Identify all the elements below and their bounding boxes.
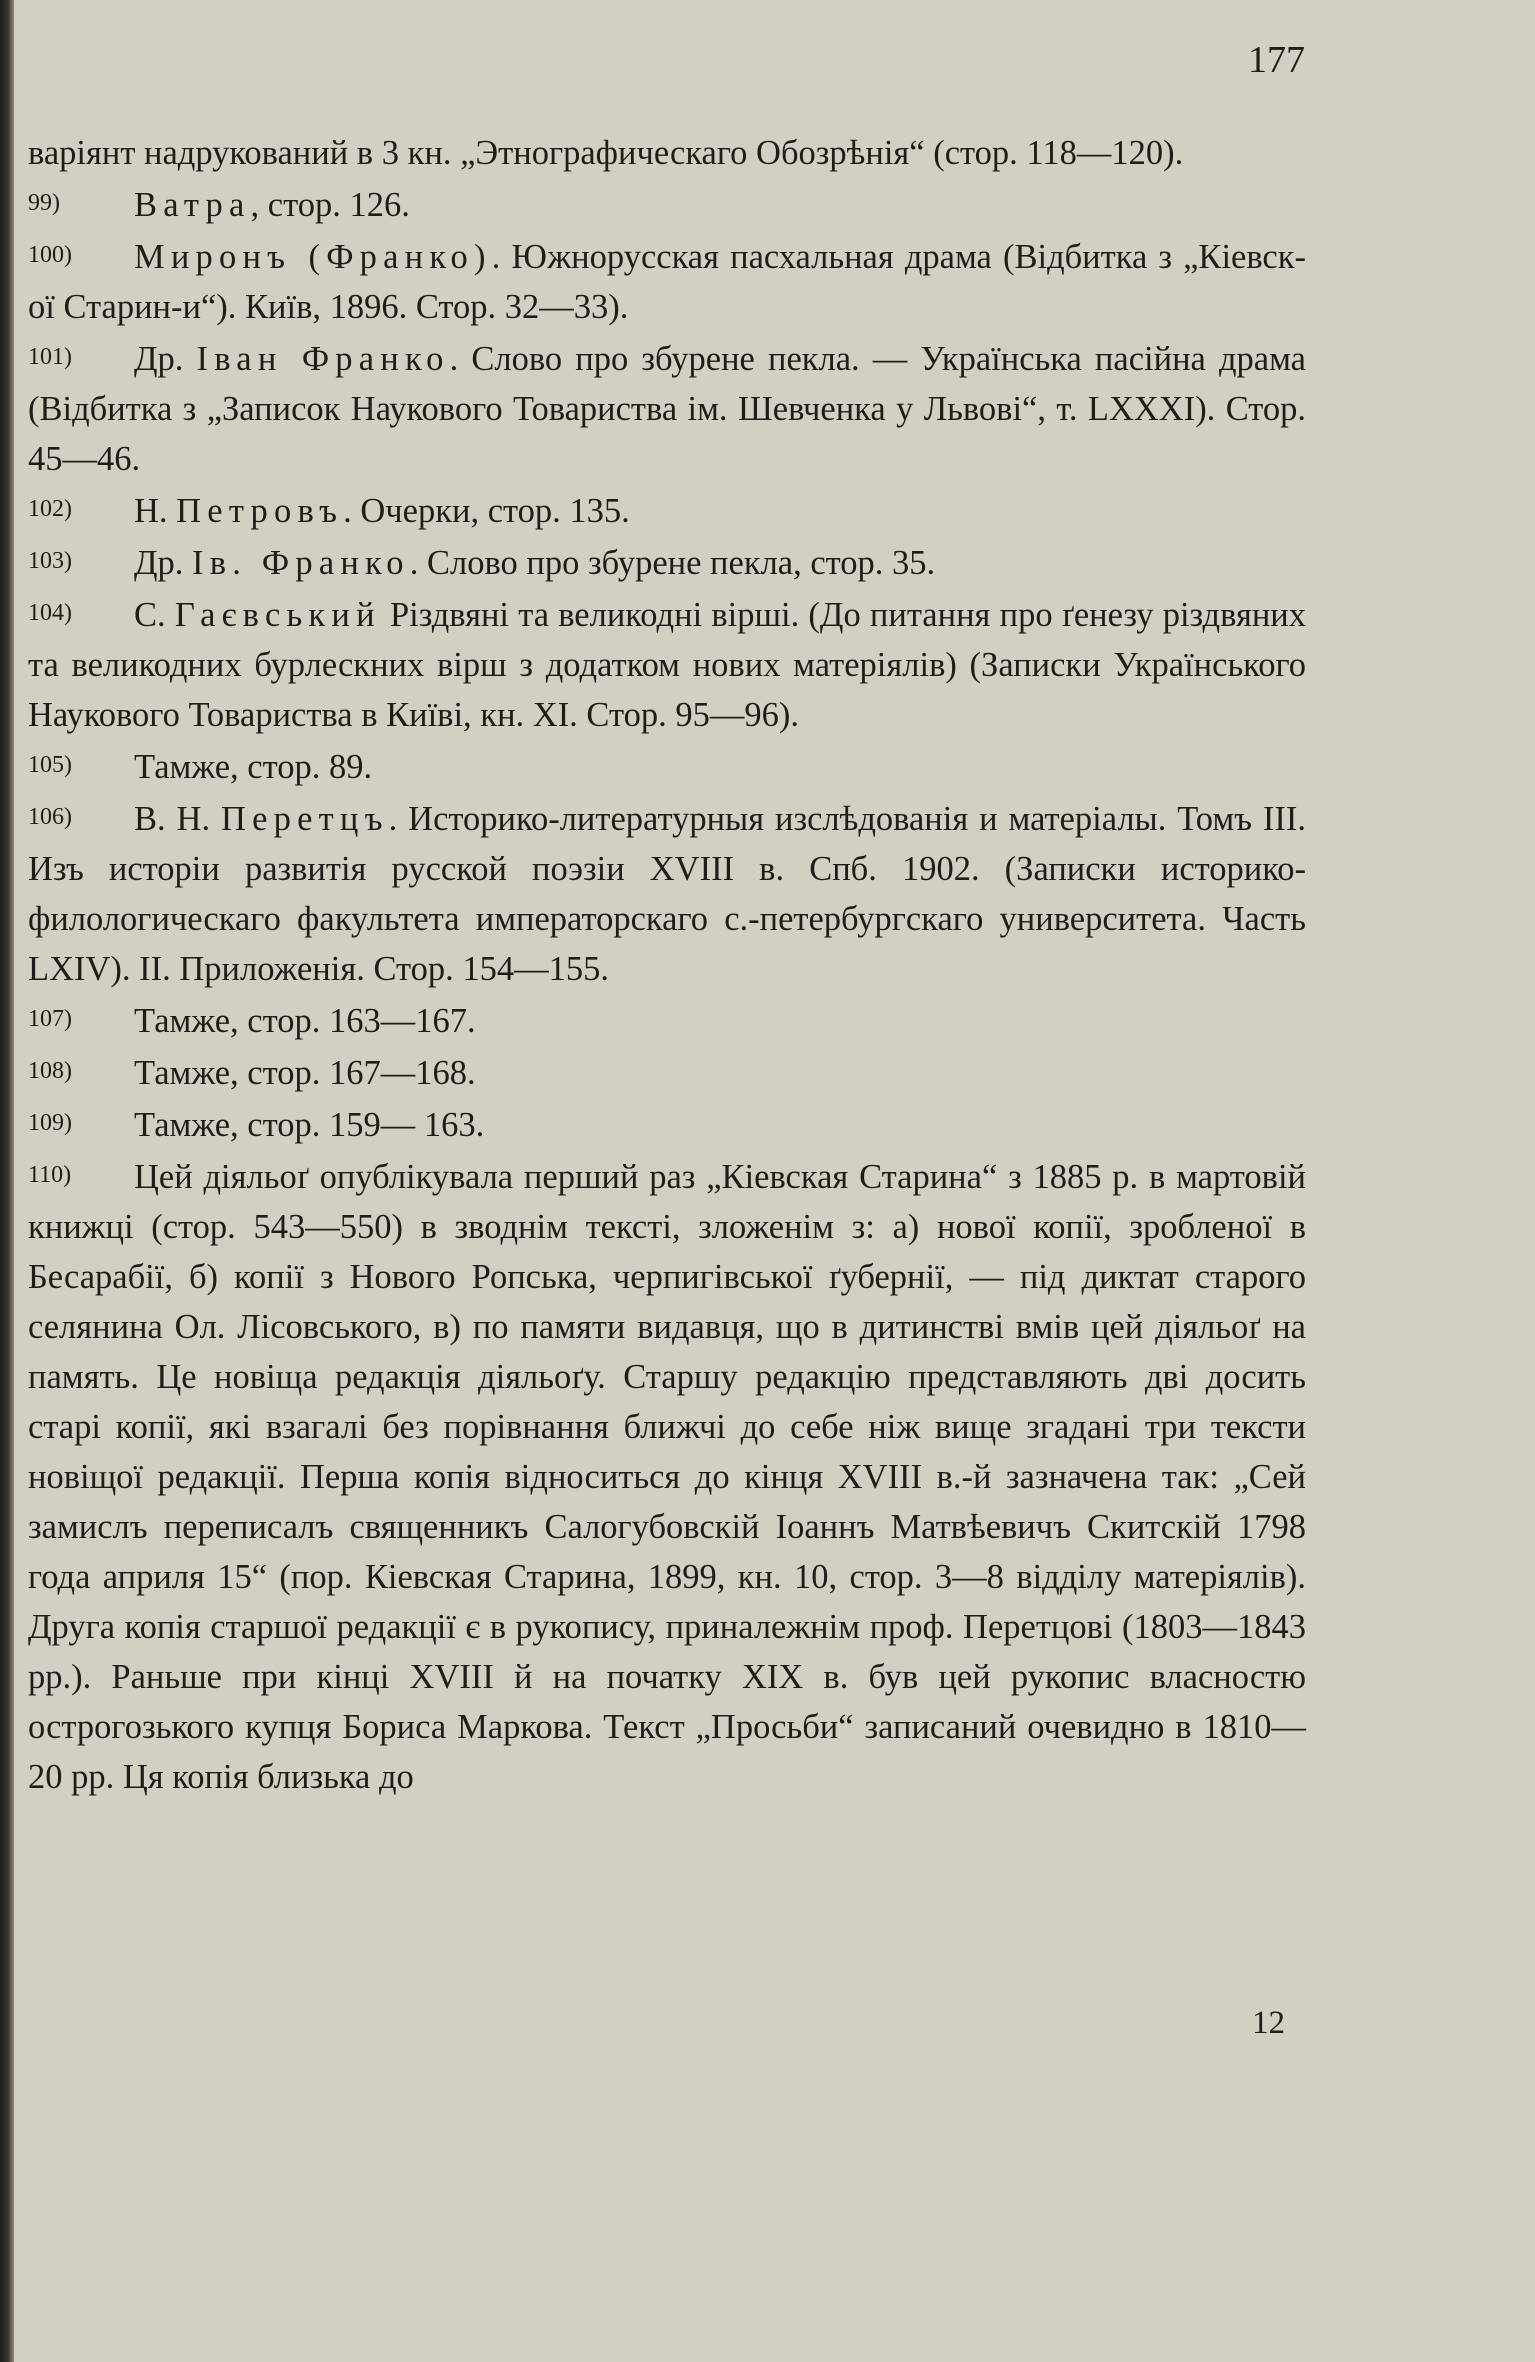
footnote-text: . Южнорусская пасхальная драма (Відбитка з „Кіевск-ої Старин-и“). Київ, 1896. Стор. 32—33). — [28, 238, 1306, 326]
footnote-number: 101) — [28, 344, 72, 370]
book-spine-shadow — [0, 0, 14, 2362]
footnote-prefix: Др. — [134, 340, 197, 378]
signature-mark: 12 — [1252, 2005, 1285, 2041]
footnote-author: Миронъ (Франко) — [134, 238, 492, 276]
footnote-text: , стор. 126. — [250, 186, 410, 224]
footnote-prefix: Др. — [134, 544, 193, 582]
footnote-103 — [28, 536, 1306, 588]
footnote-text: Тамже, стор. 159— 163. — [134, 1106, 485, 1144]
footnote-number: 105) — [28, 752, 72, 778]
footnote-author: Петровъ — [176, 492, 344, 530]
footnote-109 — [28, 1098, 1306, 1150]
footnote-100 — [28, 230, 1306, 332]
footnote-text: Різдвяні та великодні вірші. (До питання про ґенезу різдвяних та великодних бурлескних вірш з додатком нових матеріялів) (Записки Українського Наукового Товариства в Київі, кн. XI. Стор. 95—96). — [28, 596, 1306, 734]
footnote-number: 106) — [28, 804, 72, 830]
footnote-102 — [28, 484, 1306, 536]
footnote-number: 108) — [28, 1058, 72, 1084]
footnote-number: 104) — [28, 600, 72, 626]
footnote-author: Перетцъ — [220, 800, 389, 838]
continuation-paragraph: варіянт надрукований в 3 кн. „Этнографическаго Обозрѣнія“ (стор. 118—120). — [28, 134, 1184, 172]
footnote-text: Тамже, стор. 89. — [134, 748, 373, 786]
footnote-107 — [28, 994, 1306, 1046]
footnote-number: 103) — [28, 548, 72, 574]
footnote-prefix: В. Н. — [134, 800, 221, 838]
footnote-108 — [28, 1046, 1306, 1098]
footnote-prefix: С. — [134, 596, 175, 634]
footnote-text: . Историко-литературныя изслѣдованія и матеріалы. Томъ III. Изъ исторіи развитія русской поэзіи XVIII в. Спб. 1902. (Записки историко-филологическаго факультета императорскаго с.-петербургскаго университета. Часть LXIV). II. Приложенія. Стор. 154—155. — [28, 800, 1306, 988]
footnote-text: Тамже, стор. 167—168. — [134, 1054, 476, 1092]
page-number: 177 — [1248, 39, 1305, 81]
footnote-number: 102) — [28, 496, 72, 522]
footnote-author: Іван Франко — [196, 340, 450, 378]
footnote-prefix: Н. — [134, 492, 177, 530]
footnote-number: 99) — [28, 190, 60, 216]
footnote-author: Ватра — [134, 186, 251, 224]
footnote-101 — [28, 332, 1306, 484]
footnote-number: 100) — [28, 242, 72, 268]
footnote-105 — [28, 740, 1306, 792]
footnote-104 — [28, 588, 1306, 740]
footnote-author: Ів. Франко — [192, 544, 410, 582]
footnote-text: Цей діяльоґ опублікувала перший раз „Кіевская Старина“ з 1885 р. в мартовій книжці (стор. 543—550) в зводнім тексті, зложенім з: а) нової копії, зробленої в Бесарабії, б) копії з Нового Ропська, черпигівської ґубернії, — під диктат старого селянина Ол. Лісовського, в) по памяти видавця, що в дитинстві вмів цей діяльоґ на память. Це новіща редакція діяльоґу. Старшу редакцію представляють дві досить старі копії, які взагалі без порівнання ближчі до себе ніж вище згадані три тексти новіщої редакції. Перша копія відноситься до кінця XVIII в.-й зазначена так: „Сей замислъ переписалъ священникъ Салогубовскій Іоаннъ Матвѣевичъ Скитскій 1798 года априля 15“ (пор. Кіевская Старина, 1899, кн. 10, стор. 3—8 відділу матеріялів). Друга копія старшої редакції є в рукопису, приналежнім проф. Перетцові (1803—1843 рр.). Раньше при кінці XVIII й на початку XIX в. був цей рукопис власностю острогозького купця Бориса Маркова. Текст „Просьби“ записаний очевидно в 1810—20 рр. Ця копія близька до — [28, 1158, 1306, 1796]
footnote-text: . Очерки, стор. 135. — [343, 492, 630, 530]
footnote-text: . Слово про збурене пекла. — Українська пасійна драма (Відбитка з „Записок Наукового Товариства ім. Шевченка у Львові“, т. LXXXI). Стор. 45—46. — [28, 340, 1306, 478]
footnote-number: 110) — [28, 1162, 72, 1188]
footnote-text: . Слово про збурене пекла, стор. 35. — [409, 544, 936, 582]
footnote-99 — [28, 178, 1306, 230]
footnote-110 — [28, 1150, 1306, 1802]
footnote-106 — [28, 792, 1306, 994]
footnote-text: Тамже, стор. 163—167. — [134, 1002, 476, 1040]
notes-text — [28, 128, 1306, 1802]
footnote-author: Гаєвський — [174, 596, 381, 634]
footnote-number: 109) — [28, 1110, 72, 1136]
footnote-number: 107) — [28, 1006, 72, 1032]
